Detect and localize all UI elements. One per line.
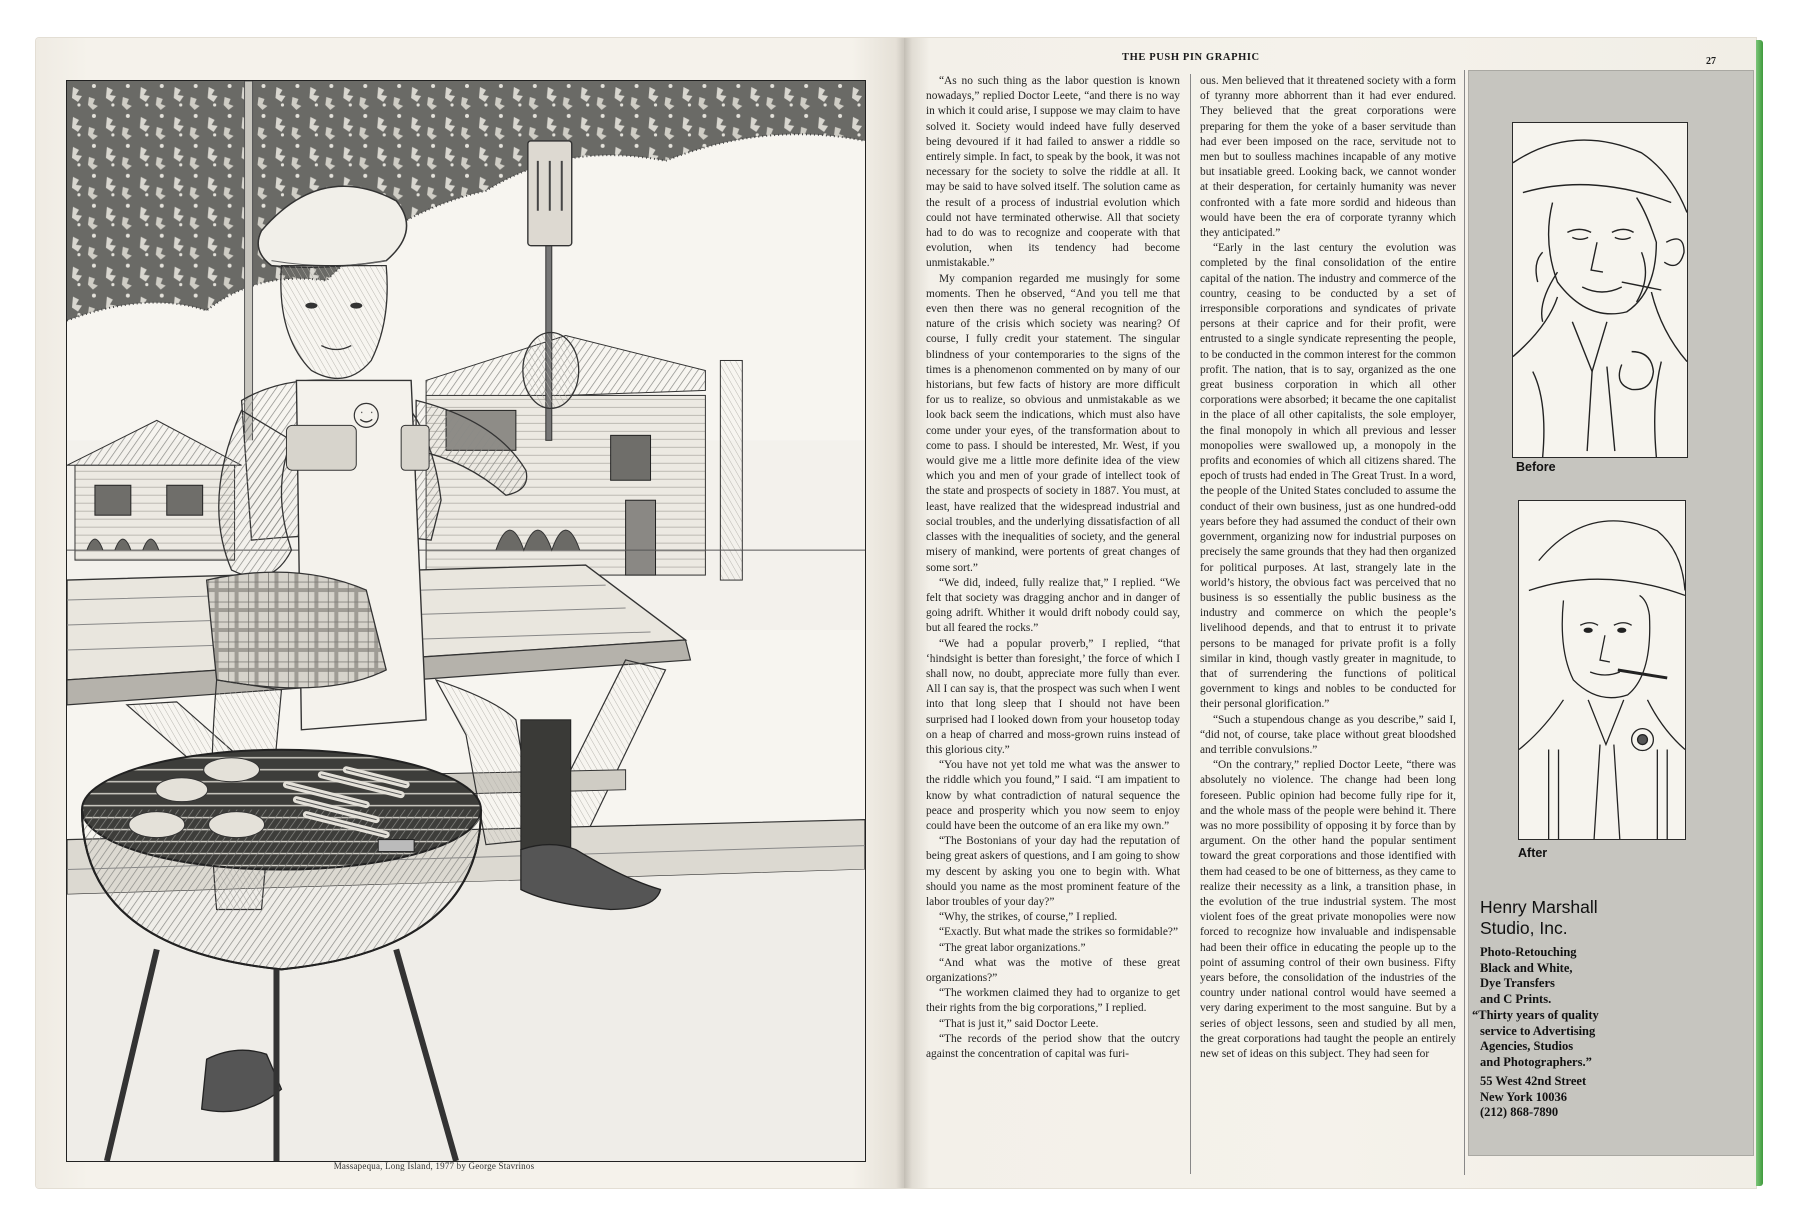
- studio-address: [1480, 1074, 1730, 1121]
- paragraph: “You have not yet told me what was the answer to the riddle which you found,” I said. “I am impatient to know by what contradiction of natural sequence the peace and prosperity which you now seem to enjoy could have been the outcome of an era like my own.”: [926, 759, 1180, 832]
- paragraph: ous. Men believed that it threatened society with a form of tyranny more abhorrent than it had ever endured. They believed that the great corporations were preparing for them the yoke of a baser servitude than had ever been imposed on the race, servitude not to men but to soulless machines incapable of any motive but insatiable greed. Looking back, we cannot wonder at their desperation, for certainly humanity was never confronted with a fate more sordid and hideous than would have been the era of corporate tyranny which they anticipated.”: [1200, 75, 1456, 240]
- address-line: New York 10036: [1480, 1089, 1568, 1104]
- column-divider: [1190, 74, 1191, 1174]
- article-column-2: [1200, 74, 1456, 1186]
- paragraph: “Such a stupendous change as you describe,” said I, “did not, of course, take place without great bloodshed and terrible convulsions.”: [1200, 713, 1456, 756]
- service-line: Photo-Retouching: [1480, 945, 1577, 959]
- studio-name-line: Henry Marshall: [1480, 897, 1598, 917]
- service-line: Black and White,: [1480, 960, 1573, 975]
- studio-name: [1480, 897, 1740, 939]
- address-line: 55 West 42nd Street: [1480, 1074, 1587, 1088]
- running-head: THE PUSH PIN GRAPHIC: [1122, 52, 1260, 63]
- paragraph: “The Bostonians of your day had the reputation of being great askers of questions, and I am going to show my descent by asking you one to begin with. What should you name as the most prominent feature of the labor troubles of your day?”: [926, 835, 1180, 908]
- paragraph: “Why, the strikes, of course,” I replied.: [939, 911, 1118, 924]
- before-label: Before: [1516, 460, 1556, 474]
- after-label: After: [1518, 846, 1548, 860]
- page-edge: [1756, 40, 1763, 1186]
- studio-services: [1480, 945, 1730, 1007]
- after-drawing: [1518, 500, 1686, 840]
- column-divider: [1464, 70, 1465, 1175]
- paragraph: “The records of the period show that the outcry against the concentration of capital was furi-: [926, 1032, 1180, 1060]
- before-drawing: [1512, 122, 1688, 458]
- illustration-caption: Massapequa, Long Island, 1977 by George Stavrinos: [333, 1161, 535, 1171]
- slogan-line: Agencies, Studios: [1480, 1039, 1574, 1053]
- paragraph: “And what was the motive of these great organizations?”: [926, 956, 1180, 984]
- article-column-1: [926, 74, 1180, 1176]
- paragraph: My companion regarded me musingly for some moments. Then he observed, “And you tell me that even then there was no general recognition of the nature of the crisis which society was nearing? Of course, I fully credit your statement. The singular blindness of your contemporaries to the signs of the times is a phenomenon commented on by many of our historians, but few facts of history are more difficult for us to realize, so obvious and unmistakable as we look back seem the indications, which must also have come under your eyes, of the transformation about to come to pass. I should be interested, Mr. West, if you would give me a little more definite idea of the view which you and men of your grade of intellect took of the state and prospects of society in 1887. You must, at least, have realized that the widespread industrial and social troubles, and the underlying dissatisfaction of all classes with the inequalities of society, and the general misery of mankind, were portents of great changes of some sort.”: [926, 272, 1180, 574]
- page-number: 27: [1706, 56, 1716, 67]
- slogan-line: service to Advertising: [1480, 1023, 1596, 1038]
- paragraph: “The workmen claimed they had to organize to get their rights from the big corporations,” I replied.: [926, 987, 1180, 1015]
- paragraph: “On the contrary,” replied Doctor Leete, “there was absolutely no violence. The change had been long foreseen. Public opinion had become fully ripe for it, and the whole mass of the people were behind it. There was no more possibility of opposing it by force than by argument. On the other hand the popular sentiment toward the great corporations and those identified with them had ceased to be one of bitterness, as they came to realize their necessity as a link, a transition phase, in the evolution of the true industrial system. The most violent foes of the great private monopolies were now forced to recognize how invaluable and indispensable had been their office in educating the people up to the point of assuming control of their own business. Fifty years before, the consolidation of the industries of the country under national control would have seemed a very daring experiment to the most sanguine. But by a series of object lessons, seen and studied by all men, the great corporations had taught the people an entirely new set of ideas on this subject. They had seen for: [1200, 759, 1456, 1060]
- paragraph: “That is just it,” said Doctor Leete.: [939, 1017, 1099, 1030]
- service-line: and C Prints.: [1480, 991, 1552, 1006]
- slogan-line: “Thirty years of quality: [1472, 1008, 1599, 1022]
- paragraph: “The great labor organizations.”: [939, 941, 1086, 954]
- studio-slogan: [1472, 1008, 1742, 1070]
- slogan-line: and Photographers.”: [1480, 1054, 1592, 1069]
- barbecue-illustration: [66, 80, 866, 1162]
- paragraph: “Exactly. But what made the strikes so formidable?”: [939, 926, 1179, 939]
- service-line: Dye Transfers: [1480, 976, 1555, 990]
- paragraph: “Early in the last century the evolution was completed by the final consolidation of the entire capital of the nation. The industry and commerce of the country, ceasing to be conducted by a set of irresponsible corporations and syndicates of private persons at their caprice and for their profit, were entrusted to a single syndicate representing the people, to be conducted in the common interest for the common profit. The nation, that is to say, organized as the one great business corporation in which all other corporations were absorbed; it became the one capitalist in the place of all other capitalists, the sole employer, the final monopoly in which all previous and lesser monopolies were swallowed up, a monopoly in the profits and economies of which all citizens shared. The epoch of trusts had ended in The Great Trust. In a word, the people of the United States concluded to assume the conduct of their own business, just as one hundred-odd years before they had assumed the conduct of their own government, organizing now for industrial purposes on precisely the same grounds that they had then organized for political purposes. At last, strangely late in the world’s history, the obvious fact was perceived that no business is so essentially the public business as the industry and commerce on which the people’s livelihood depends, and that to entrust it to private persons to be managed for private profit is a folly similar in kind, though vastly greater in magnitude, to that of surrendering the functions of political government to kings and nobles to be conducted for their personal glorification.”: [1200, 242, 1456, 711]
- paragraph: “As no such thing as the labor question is known nowadays,” replied Doctor Leete, “and there is no way in which it could arise, I suppose we may claim to have solved it. Society would indeed have fully deserved being devoured if it had failed to answer a riddle so entirely simple. In fact, to speak by the book, it was not necessary for the society to solve the riddle at all. It may be said to have solved itself. The solution came as the result of a process of industrial evolution which could not have terminated otherwise. All that society had to do was to recognize and cooperate with that evolution, when its tendency had become unmistakable.”: [926, 75, 1180, 270]
- studio-name-line: Studio, Inc.: [1480, 918, 1568, 938]
- phone-number: (212) 868-7890: [1480, 1105, 1559, 1119]
- paragraph: “We had a popular proverb,” I replied, “that ‘hindsight is better than foresight,’ the force of which I shall now, no doubt, appreciate more fully than ever. All I can say is, that the prospect was such when I went into that long sleep that I should not have been surprised had I looked down from your housetop today on a heap of charred and moss-grown ruins instead of this glorious city.”: [926, 637, 1180, 756]
- gutter: [896, 38, 912, 1188]
- paragraph: “We did, indeed, fully realize that,” I replied. “We felt that society was dragging anchor and in danger of going adrift. Whither it would drift nobody could say, but all feared the rocks.”: [926, 576, 1180, 635]
